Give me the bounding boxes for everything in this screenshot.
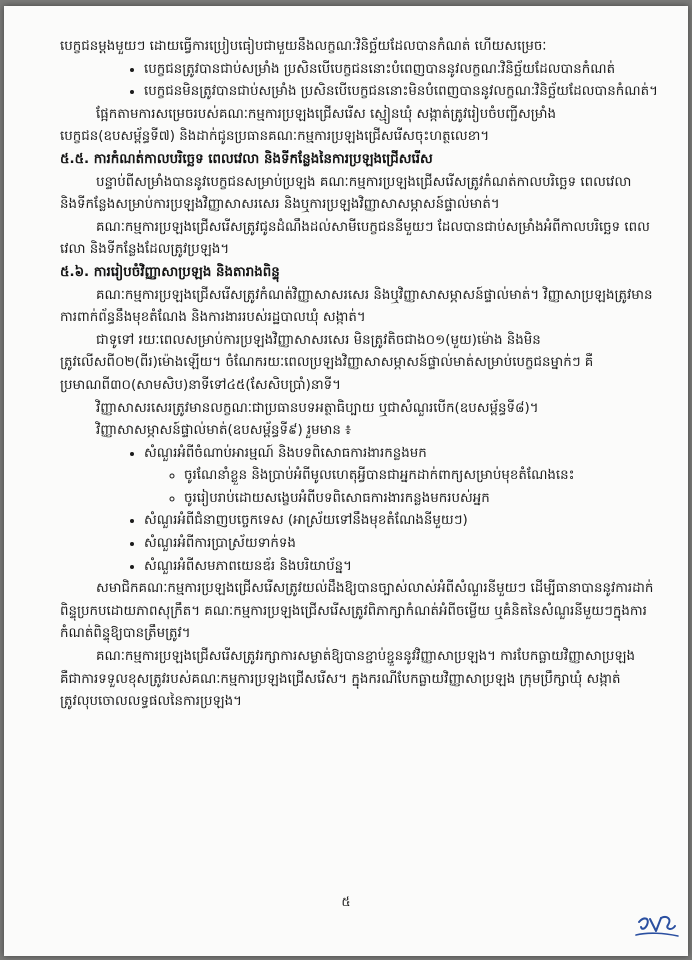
- list-item: • សំណួរអំពីចំណាប់អារម្មណ៍ និងបទពិសោធការងារកន្លងមក: [144, 443, 660, 466]
- handwritten-initials-icon: [634, 910, 680, 940]
- sub-list-item: ◦ ចូររៀបរាប់ដោយសង្ខេបអំពីបទពិសោធការងារកន្លងមករបស់អ្នក: [184, 488, 660, 511]
- oral-question-list-continued: [60, 510, 660, 578]
- paragraph-confidentiality: គណៈកម្មការប្រឡងជ្រើសរើសត្រូវរក្សាការសម្ងាត់ឱ្យបានខ្ជាប់ខ្ជួននូវវិញ្ញាសាប្រឡង។ ការបែកធ្លាយវិញ្ញាសាប្រឡង គឺជាការទទួលខុសត្រូវរបស់គណៈកម្មការប្រឡងជ្រើសរើស។ ក្នុងករណីបែកធ្លាយវិញ្ញាសាប្រឡង ក្រុមប្រឹក្សាឃុំ សង្កាត់ត្រូវលុបចោលលទ្ធផលនៃការប្រឡង។: [60, 649, 635, 710]
- document-page: [4, 6, 688, 956]
- paragraph-scoring: សមាជិកគណៈកម្មការប្រឡងជ្រើសរើសត្រូវយល់ដឹងឱ្យបានច្បាស់លាស់អំពីសំណួរនីមួយៗ ដើម្បីធានាបាននូវការដាក់ពិន្ទុប្រកបដោយភាពសុក្រឹត។ គណៈកម្មការប្រឡងជ្រើសរើសត្រូវពិភាក្សាកំណត់អំពីចម្លើយ ឬគំនិតនៃសំណួរនីមួយៗក្នុងការកំណត់ពិន្ទុឱ្យបានត្រឹមត្រូវ។: [60, 581, 654, 642]
- list-item: • សំណួរអំពីសមភាពយេនឌ័រ និងបរិយាប័ន្ន។: [144, 556, 660, 579]
- oral-sub-question-list: [60, 465, 660, 510]
- list-item: • សំណួរអំពីការប្រាស្រ័យទាក់ទង: [144, 533, 660, 556]
- paragraph-oral-exam: វិញ្ញាសាសម្ភាសន៍ផ្ទាល់មាត់(ឧបសម្ព័ន្ធទី៩) រួមមាន ៖: [96, 423, 352, 439]
- list-item: • បេក្ខជនត្រូវបានជាប់សម្រាំង ប្រសិនបើបេក្ខជននោះបំពេញបាននូវលក្ខណៈវិនិច្ឆ័យដែលបានកំណត់: [144, 59, 660, 82]
- list-item: • បេក្ខជនមិនត្រូវបានជាប់សម្រាំង ប្រសិនបើបេក្ខជននោះមិនបំពេញបាននូវលក្ខណៈវិនិច្ឆ័យដែលបានកំណត់។: [144, 81, 660, 104]
- section-heading-5-5: ៥.៥. ការកំណត់កាលបរិច្ឆេទ ពេលវេលា និងទីកន្លែងនៃការប្រឡងជ្រើសរើស: [60, 151, 433, 167]
- paragraph-intro: បេក្ខជនម្តងមួយៗ ដោយធ្វើការប្រៀបធៀបជាមួយនឹងលក្ខណៈវិនិច្ឆ័យដែលបានកំណត់ ហើយសម្រេចៈ: [60, 39, 547, 54]
- sub-list-item: ◦ ចូរណែនាំខ្លួន និងប្រាប់អំពីមូលហេតុអ្វីបានជាអ្នកដាក់ពាក្យសម្រាប់មុខតំណែងនេះ: [184, 465, 660, 488]
- document-body: [60, 36, 660, 714]
- paragraph-schedule: បន្ទាប់ពីសម្រាំងបាននូវបេក្ខជនសម្រាប់ប្រឡង គណៈកម្មការប្រឡងជ្រើសរើសត្រូវកំណត់កាលបរិច្ឆេទ ពេលវេលា និងទីកន្លែងសម្រាប់ការប្រឡងវិញ្ញាសាសរសេរ និងឬការប្រឡងវិញ្ញាសាសម្ភាសន៍ផ្ទាល់មាត់។: [60, 174, 632, 213]
- paragraph-notify: គណៈកម្មការប្រឡងជ្រើសរើសត្រូវជូនដំណឹងដល់សាមីបេក្ខជននីមួយៗ ដែលបានជាប់សម្រាំងអំពីកាលបរិច្ឆេទ ពេលវេលា និងទីកន្លែងដែលត្រូវប្រឡង។: [60, 219, 650, 258]
- list-item: • សំណួរអំពីជំនាញបច្ចេកទេស (អាស្រ័យទៅនឹងមុខតំណែងនីមួយៗ): [144, 510, 660, 533]
- oral-question-list: [60, 443, 660, 466]
- section-heading-5-6: ៥.៦. ការរៀបចំវិញ្ញាសាប្រឡង និងតារាងពិន្ទុ: [60, 264, 280, 280]
- page-number: ៥: [341, 895, 351, 910]
- paragraph-duration: ជាទូទៅ រយៈពេលសម្រាប់ការប្រឡងវិញ្ញាសាសរសេរ មិនត្រូវតិចជាង០១(មួយ)ម៉ោង និងមិនត្រូវលើសពី០២(ពីរ)ម៉ោងឡើយ។ ចំណែករយៈពេលប្រឡងវិញ្ញាសាសម្ភាសន៍ផ្ទាល់មាត់សម្រាប់បេក្ខជនម្នាក់ៗ គឺប្រមាណពី៣០(សាមសិប)នាទីទៅ៤៥(សែសិបប្រាំ)នាទី។: [60, 332, 594, 393]
- paragraph-exam-subjects: គណៈកម្មការប្រឡងជ្រើសរើសត្រូវកំណត់វិញ្ញាសាសរសេរ និងឬវិញ្ញាសាសម្ភាសន៍ផ្ទាល់មាត់។ វិញ្ញាសាប្រឡងត្រូវមានការពាក់ព័ន្ធនឹងមុខតំណែង និងការងាររបស់រដ្ឋបាលឃុំ សង្កាត់។: [60, 287, 653, 326]
- paragraph-written-exam: វិញ្ញាសាសរសេរត្រូវមានលក្ខណៈជាប្រធានបទអត្ថាធិប្បាយ ឬជាសំណួរបើក(ឧបសម្ព័ន្ធទី៨)។: [96, 400, 539, 416]
- decision-list: [60, 59, 660, 104]
- paragraph-shortlist: ផ្អែកតាមការសម្រេចរបស់គណៈកម្មការប្រឡងជ្រើសរើស ស្មៀនឃុំ សង្កាត់ត្រូវរៀបចំបញ្ជីសម្រាំងបេក្ខជន(ឧបសម្ព័ន្ធទី៧) និងដាក់ជូនប្រធានគណៈកម្មការប្រឡងជ្រើសរើសចុះហត្ថលេខា។: [60, 106, 556, 145]
